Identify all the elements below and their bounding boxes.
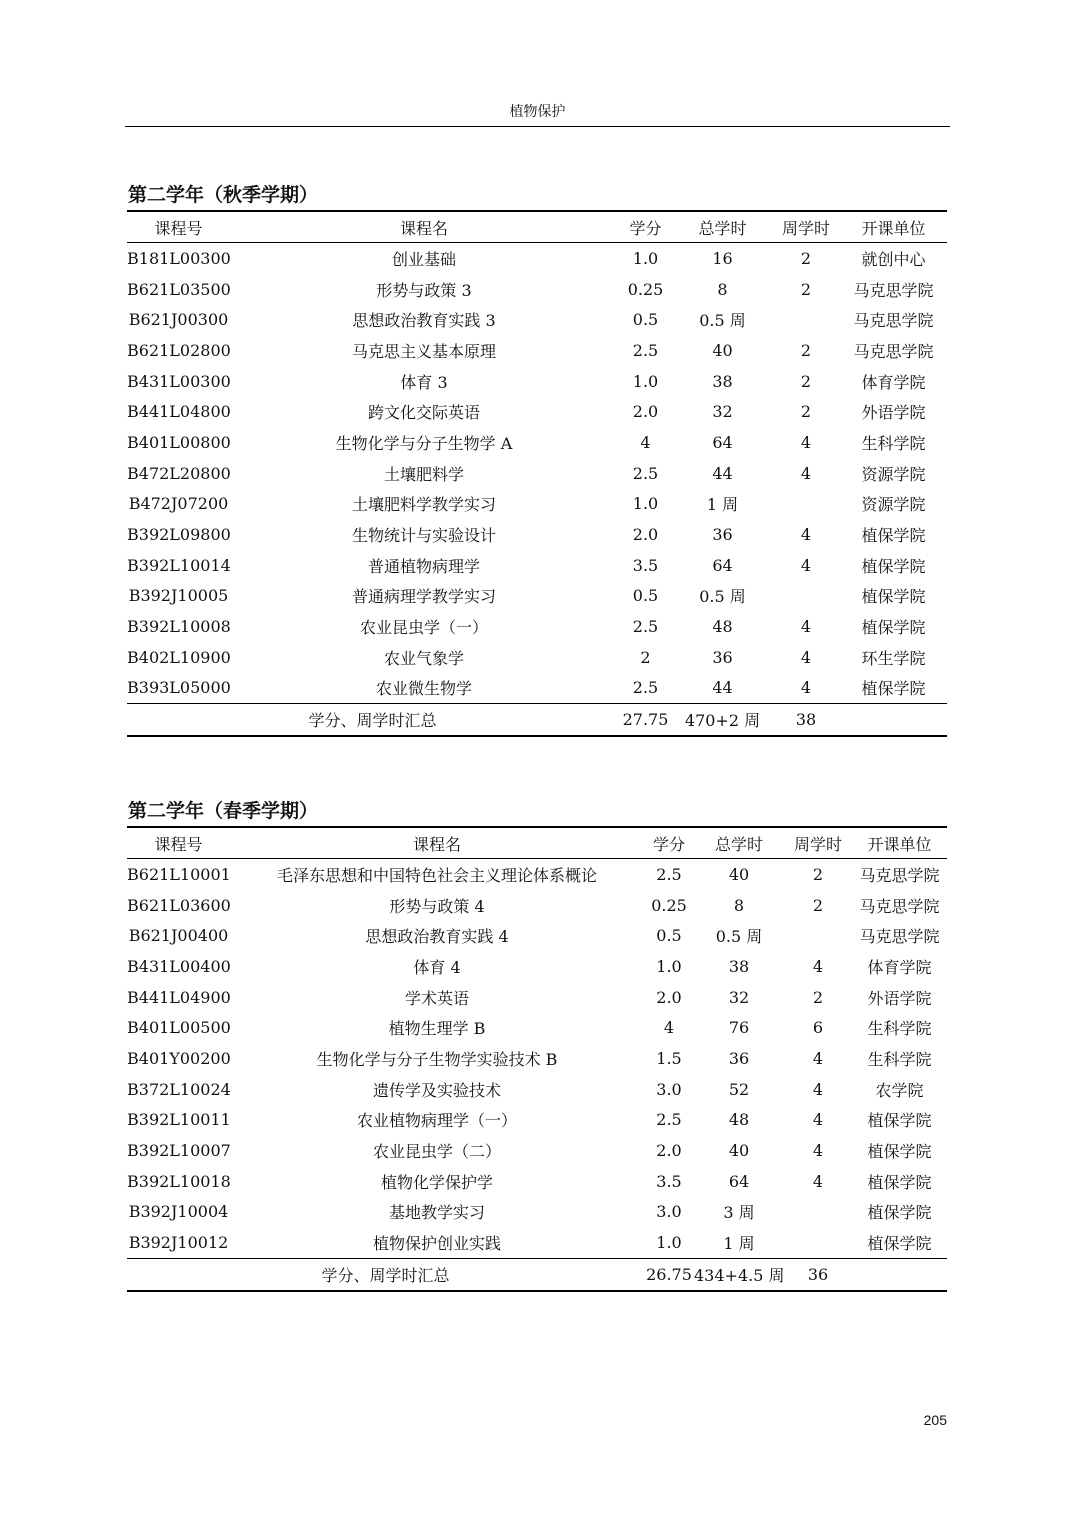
credits-cell: 1.0 xyxy=(632,248,659,268)
total-hours-cell: 64 xyxy=(712,432,733,452)
total-hours-cell: 32 xyxy=(728,987,750,1007)
course-name-cell: 基地教学实习 xyxy=(388,1203,485,1223)
department-cell: 农学院 xyxy=(875,1080,924,1100)
course-name-cell: 毛泽东思想和中国特色社会主义理论体系概论 xyxy=(276,865,597,885)
department-cell: 植保学院 xyxy=(867,1172,932,1192)
department-cell: 马克思学院 xyxy=(859,865,940,885)
table-row xyxy=(127,1012,947,1043)
department-cell: 植保学院 xyxy=(861,556,926,576)
table-row xyxy=(127,1227,947,1258)
course-name-cell: 学术英语 xyxy=(404,988,469,1008)
course-code-cell: B401L00500 xyxy=(127,1018,231,1038)
column-header-course-code: 课程号 xyxy=(127,827,230,859)
weekly-hours-cell xyxy=(772,489,840,520)
department-cell: 就创中心 xyxy=(861,249,926,269)
department-cell: 马克思学院 xyxy=(859,896,940,916)
total-empty-cell xyxy=(852,1258,947,1290)
table-row xyxy=(127,335,947,366)
course-code-cell: B402L10900 xyxy=(127,647,231,667)
department-cell: 资源学院 xyxy=(861,464,926,484)
course-name-cell: 农业昆虫学（一） xyxy=(359,618,488,638)
autumn-section-title: 第二学年（秋季学期） xyxy=(128,184,319,206)
credits-cell: 2.5 xyxy=(656,864,682,884)
credits-cell: 2.0 xyxy=(632,525,659,545)
table-row xyxy=(127,673,947,704)
header-title: 植物保护 xyxy=(509,104,566,120)
department-cell: 植保学院 xyxy=(861,618,926,638)
weekly-hours-cell xyxy=(784,1227,852,1258)
department-cell: 生科学院 xyxy=(867,1049,932,1069)
total-hours-cell: 8 xyxy=(733,895,745,915)
credits-cell: 3.0 xyxy=(656,1079,682,1099)
table-row xyxy=(127,1135,947,1166)
page-number: 205 xyxy=(923,1412,947,1428)
department-cell: 生科学院 xyxy=(867,1019,932,1039)
weekly-hours-cell: 2 xyxy=(800,248,812,268)
credits-cell: 1.0 xyxy=(656,956,682,976)
course-code-cell: B392L10008 xyxy=(127,617,231,637)
table-row xyxy=(127,366,947,397)
column-header-department: 开课单位 xyxy=(852,827,947,859)
department-cell: 体育学院 xyxy=(861,372,926,392)
credits-cell: 3.5 xyxy=(656,1171,682,1191)
course-name-cell: 农业植物病理学（一） xyxy=(356,1111,517,1131)
credits-cell: 2.5 xyxy=(656,1110,682,1130)
course-code-cell: B621L02800 xyxy=(127,340,231,360)
course-name-cell: 思想政治教育实践 4 xyxy=(365,927,509,947)
total-hours-cell: 1 周 xyxy=(723,1234,755,1254)
table-row xyxy=(127,1105,947,1136)
course-name-cell: 生物化学与分子生物学实验技术 B xyxy=(316,1049,558,1069)
table-row xyxy=(127,274,947,305)
course-name-cell: 体育 3 xyxy=(400,372,448,392)
table-row xyxy=(127,304,947,335)
table-row xyxy=(127,1197,947,1228)
course-code-cell: B392L10018 xyxy=(127,1171,231,1191)
course-code-cell: B392J10012 xyxy=(128,1233,229,1253)
table-row xyxy=(127,611,947,642)
credits-cell: 2 xyxy=(640,647,651,667)
course-code-cell: B621L03500 xyxy=(127,279,231,299)
table-row xyxy=(127,396,947,427)
credits-cell: 4 xyxy=(640,432,651,452)
course-code-cell: B621J00400 xyxy=(128,926,229,946)
department-cell: 马克思学院 xyxy=(853,311,934,331)
course-name-cell: 形势与政策 3 xyxy=(376,280,472,300)
table-row xyxy=(127,581,947,612)
course-code-cell: B472L20800 xyxy=(127,463,231,483)
table-row xyxy=(127,920,947,951)
total-hours-cell: 48 xyxy=(728,1110,750,1130)
credits-cell: 3.0 xyxy=(656,1202,682,1222)
department-cell: 植保学院 xyxy=(867,1234,932,1254)
credits-cell: 2.5 xyxy=(632,463,659,483)
course-name-cell: 普通病理学教学实习 xyxy=(351,587,496,607)
department-cell: 植保学院 xyxy=(867,1203,932,1223)
department-cell: 马克思学院 xyxy=(853,280,934,300)
total-hours-cell: 38 xyxy=(728,956,750,976)
course-code-cell: B372L10024 xyxy=(127,1079,231,1099)
table-row xyxy=(127,243,947,274)
course-name-cell: 体育 4 xyxy=(413,957,461,977)
table-row xyxy=(127,859,947,890)
weekly-hours-cell xyxy=(772,304,840,335)
credits-cell: 4 xyxy=(663,1018,675,1038)
spring-section-title: 第二学年（春季学期） xyxy=(128,800,319,822)
department-cell: 外语学院 xyxy=(867,988,932,1008)
weekly-hours-cell: 6 xyxy=(812,1018,824,1038)
column-header-total-hours: 总学时 xyxy=(673,211,772,243)
table-row xyxy=(127,458,947,489)
course-code-cell: B393L05000 xyxy=(127,678,231,698)
course-code-cell: B441L04800 xyxy=(127,402,231,422)
total-hours-cell: 64 xyxy=(712,555,733,575)
credits-cell: 2.5 xyxy=(632,340,659,360)
department-cell: 外语学院 xyxy=(861,403,926,423)
total-row xyxy=(127,1258,947,1290)
column-header-course-code: 课程号 xyxy=(127,211,230,243)
table-row xyxy=(127,951,947,982)
total-hours-cell: 32 xyxy=(712,402,733,422)
weekly-hours-cell xyxy=(784,920,852,951)
spring-semester-section xyxy=(127,798,947,1292)
weekly-hours-cell: 4 xyxy=(800,555,812,575)
weekly-hours-cell: 4 xyxy=(800,432,812,452)
course-name-cell: 农业昆虫学（二） xyxy=(372,1142,501,1162)
course-code-cell: B392J10004 xyxy=(128,1202,229,1222)
department-cell: 体育学院 xyxy=(867,957,932,977)
course-code-cell: B431L00300 xyxy=(127,371,231,391)
course-code-cell: B392L10011 xyxy=(127,1110,231,1130)
table-row xyxy=(127,550,947,581)
weekly-hours-cell: 4 xyxy=(812,1079,824,1099)
total-hours: 434+4.5 周 xyxy=(694,1258,784,1290)
course-name-cell: 形势与政策 4 xyxy=(389,896,485,916)
total-hours-cell: 36 xyxy=(712,525,733,545)
column-header-weekly-hours: 周学时 xyxy=(784,827,852,859)
credits-cell: 1.0 xyxy=(656,1233,682,1253)
total-hours-cell: 36 xyxy=(728,1048,750,1068)
credits-cell: 0.25 xyxy=(627,279,664,299)
total-hours-cell: 0.5 周 xyxy=(699,587,746,607)
total-label: 学分、周学时汇总 xyxy=(127,1258,644,1290)
weekly-hours-cell: 2 xyxy=(812,864,824,884)
total-hours-cell: 40 xyxy=(712,340,733,360)
course-code-cell: B392L09800 xyxy=(127,525,231,545)
total-hours-cell: 44 xyxy=(712,463,733,483)
total-label: 学分、周学时汇总 xyxy=(127,704,618,736)
department-cell: 马克思学院 xyxy=(853,341,934,361)
spring-course-table xyxy=(127,826,947,1292)
course-name-cell: 植物保护创业实践 xyxy=(372,1234,501,1254)
course-name-cell: 土壤肥料学 xyxy=(383,464,464,484)
weekly-hours-cell: 2 xyxy=(800,371,812,391)
weekly-hours-cell: 2 xyxy=(800,402,812,422)
course-name-cell: 遗传学及实验技术 xyxy=(372,1080,501,1100)
total-weekly-hours: 38 xyxy=(772,704,840,736)
column-header-course-name: 课程名 xyxy=(230,211,618,243)
weekly-hours-cell: 4 xyxy=(800,463,812,483)
weekly-hours-cell: 2 xyxy=(800,279,812,299)
department-cell: 植保学院 xyxy=(861,679,926,699)
credits-cell: 0.25 xyxy=(651,895,687,915)
department-cell: 植保学院 xyxy=(867,1142,932,1162)
table-row xyxy=(127,1043,947,1074)
credits-cell: 1.0 xyxy=(632,494,659,514)
credits-cell: 1.5 xyxy=(656,1048,682,1068)
autumn-course-table xyxy=(127,210,947,737)
column-header-weekly-hours: 周学时 xyxy=(772,211,840,243)
table-row xyxy=(127,890,947,921)
course-code-cell: B431L00400 xyxy=(127,956,231,976)
table-row xyxy=(127,1166,947,1197)
course-name-cell: 思想政治教育实践 3 xyxy=(352,311,496,331)
credits-cell: 0.5 xyxy=(632,586,659,606)
course-name-cell: 生物化学与分子生物学 A xyxy=(335,433,513,453)
course-name-cell: 植物生理学 B xyxy=(388,1019,486,1039)
weekly-hours-cell: 4 xyxy=(812,1048,824,1068)
table-row xyxy=(127,489,947,520)
course-name-cell: 植物化学保护学 xyxy=(380,1172,493,1192)
weekly-hours-cell: 4 xyxy=(812,1171,824,1191)
credits-cell: 0.5 xyxy=(632,310,659,330)
table-header-row xyxy=(127,211,947,243)
column-header-total-hours: 总学时 xyxy=(694,827,784,859)
department-cell: 植保学院 xyxy=(867,1111,932,1131)
credits-cell: 2.0 xyxy=(656,1141,682,1161)
course-code-cell: B621L10001 xyxy=(127,864,231,884)
total-hours-cell: 52 xyxy=(728,1079,750,1099)
total-hours-cell: 16 xyxy=(712,248,733,268)
course-name-cell: 跨文化交际英语 xyxy=(367,403,480,423)
total-hours-cell: 76 xyxy=(728,1018,750,1038)
weekly-hours-cell: 4 xyxy=(800,678,812,698)
weekly-hours-cell: 2 xyxy=(812,987,824,1007)
department-cell: 植保学院 xyxy=(861,587,926,607)
credits-cell: 0.5 xyxy=(656,926,682,946)
running-header xyxy=(125,102,950,127)
course-code-cell: B621J00300 xyxy=(128,310,229,330)
total-row xyxy=(127,704,947,736)
total-hours: 470+2 周 xyxy=(673,704,772,736)
total-hours-cell: 48 xyxy=(712,617,733,637)
course-name-cell: 农业气象学 xyxy=(383,648,464,668)
department-cell: 马克思学院 xyxy=(859,927,940,947)
course-code-cell: B401Y00200 xyxy=(127,1048,231,1068)
weekly-hours-cell: 2 xyxy=(800,340,812,360)
course-name-cell: 土壤肥料学教学实习 xyxy=(351,495,496,515)
table-row xyxy=(127,642,947,673)
course-name-cell: 创业基础 xyxy=(391,249,456,269)
course-name-cell: 农业微生物学 xyxy=(375,679,472,699)
total-credits: 26.75 xyxy=(644,1258,694,1290)
table-row xyxy=(127,519,947,550)
course-code-cell: B392L10007 xyxy=(127,1141,231,1161)
total-hours-cell: 1 周 xyxy=(706,495,739,515)
credits-cell: 2.5 xyxy=(632,678,659,698)
credits-cell: 2.0 xyxy=(632,402,659,422)
department-cell: 生科学院 xyxy=(861,433,926,453)
course-code-cell: B181L00300 xyxy=(127,248,231,268)
course-name-cell: 马克思主义基本原理 xyxy=(351,341,496,361)
total-credits: 27.75 xyxy=(618,704,673,736)
total-hours-cell: 38 xyxy=(712,371,733,391)
course-code-cell: B472J07200 xyxy=(128,494,229,514)
autumn-semester-section xyxy=(127,182,947,737)
weekly-hours-cell: 2 xyxy=(812,895,824,915)
table-row xyxy=(127,1074,947,1105)
column-header-credits: 学分 xyxy=(644,827,694,859)
weekly-hours-cell: 4 xyxy=(812,956,824,976)
total-empty-cell xyxy=(840,704,947,736)
total-hours-cell: 3 周 xyxy=(723,1203,755,1223)
weekly-hours-cell: 4 xyxy=(800,525,812,545)
column-header-course-name: 课程名 xyxy=(230,827,644,859)
total-hours-cell: 36 xyxy=(712,647,733,667)
total-hours-cell: 0.5 周 xyxy=(715,927,763,947)
weekly-hours-cell xyxy=(784,1197,852,1228)
weekly-hours-cell: 4 xyxy=(800,617,812,637)
weekly-hours-cell: 4 xyxy=(812,1110,824,1130)
total-hours-cell: 44 xyxy=(712,678,733,698)
course-code-cell: B621L03600 xyxy=(127,895,231,915)
course-code-cell: B441L04900 xyxy=(127,987,231,1007)
weekly-hours-cell: 4 xyxy=(812,1141,824,1161)
total-hours-cell: 40 xyxy=(728,864,750,884)
table-row xyxy=(127,427,947,458)
course-code-cell: B401L00800 xyxy=(127,432,231,452)
credits-cell: 3.5 xyxy=(632,555,659,575)
column-header-credits: 学分 xyxy=(618,211,673,243)
course-name-cell: 普通植物病理学 xyxy=(367,556,480,576)
department-cell: 环生学院 xyxy=(861,648,926,668)
course-code-cell: B392J10005 xyxy=(128,586,229,606)
weekly-hours-cell: 4 xyxy=(800,647,812,667)
total-weekly-hours: 36 xyxy=(784,1258,852,1290)
total-hours-cell: 40 xyxy=(728,1141,750,1161)
table-header-row xyxy=(127,827,947,859)
total-hours-cell: 0.5 周 xyxy=(699,311,746,331)
department-cell: 植保学院 xyxy=(861,526,926,546)
course-code-cell: B392L10014 xyxy=(127,555,231,575)
total-hours-cell: 8 xyxy=(717,279,728,299)
credits-cell: 1.0 xyxy=(632,371,659,391)
total-hours-cell: 64 xyxy=(728,1171,750,1191)
course-name-cell: 生物统计与实验设计 xyxy=(351,526,496,546)
credits-cell: 2.0 xyxy=(656,987,682,1007)
credits-cell: 2.5 xyxy=(632,617,659,637)
column-header-department: 开课单位 xyxy=(840,211,947,243)
department-cell: 资源学院 xyxy=(861,495,926,515)
weekly-hours-cell xyxy=(772,581,840,612)
table-row xyxy=(127,982,947,1013)
